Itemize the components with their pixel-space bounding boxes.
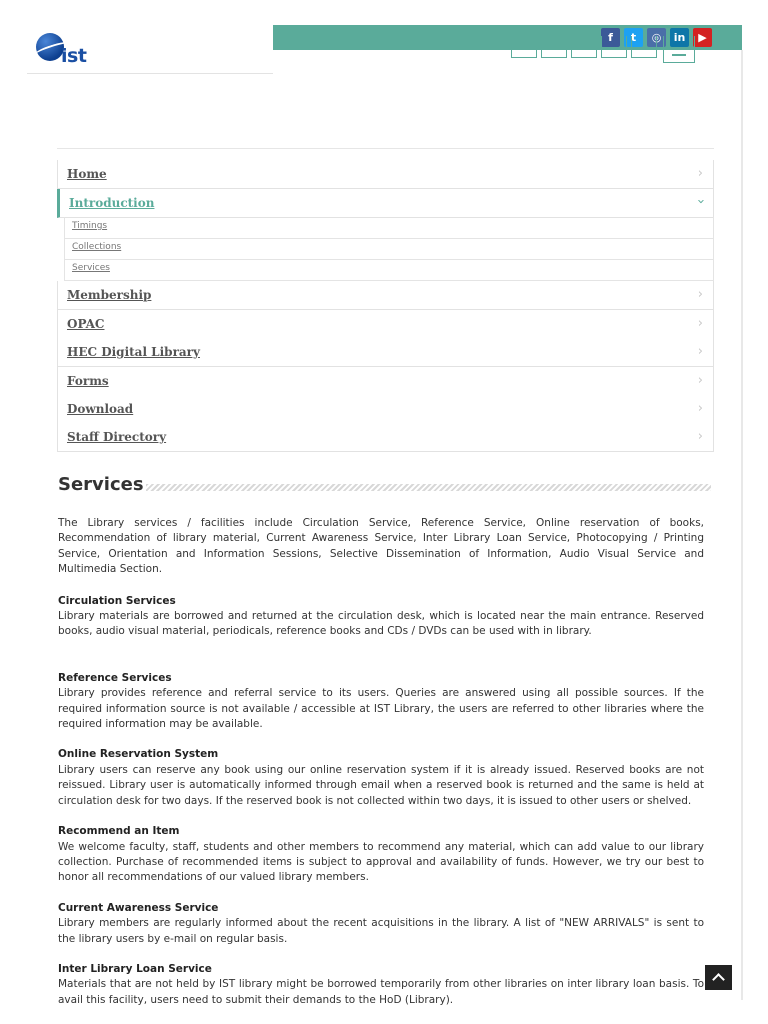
chevron-right-icon: › bbox=[697, 316, 703, 331]
chevron-right-icon: › bbox=[697, 166, 703, 181]
nav-subitem-label: Collections bbox=[72, 242, 122, 252]
section-body: Library materials are borrowed and returned at the circulation desk, which is located near the main entrance. Reserved books, audio visual material, periodicals, reference books and CDs / DVDs can be used with in library. bbox=[58, 610, 704, 638]
nav-item-membership[interactable] bbox=[57, 281, 714, 310]
page-title: Services bbox=[58, 474, 144, 495]
nav-item-label: Forms bbox=[67, 374, 109, 388]
nav-item-home[interactable] bbox=[57, 160, 714, 189]
section-heading: Reference Services bbox=[58, 671, 172, 684]
nav-item-hec-digital-library[interactable] bbox=[57, 338, 714, 367]
section-reference bbox=[58, 671, 704, 733]
scroll-to-top-button[interactable] bbox=[705, 965, 732, 990]
section-current-awareness bbox=[58, 901, 704, 947]
section-heading: Recommend an Item bbox=[58, 825, 180, 838]
nav-item-opac[interactable] bbox=[57, 310, 714, 339]
section-inter-library-loan bbox=[58, 962, 704, 1008]
nav-subitem-services[interactable] bbox=[64, 259, 714, 281]
chevron-down-icon: › bbox=[692, 198, 708, 205]
nav-subitem-collections[interactable] bbox=[64, 238, 714, 260]
logo-text: ist bbox=[61, 45, 87, 67]
hamburger-menu-button[interactable] bbox=[663, 36, 695, 63]
chevron-right-icon: › bbox=[697, 344, 703, 359]
section-heading: Inter Library Loan Service bbox=[58, 962, 212, 975]
youtube-icon[interactable]: ▶ bbox=[693, 28, 712, 47]
nav-item-label: Membership bbox=[67, 288, 152, 302]
header-action-button[interactable] bbox=[571, 36, 597, 58]
nav-item-introduction[interactable] bbox=[57, 189, 714, 218]
nav-item-label: Introduction bbox=[69, 196, 155, 210]
header-action-button[interactable] bbox=[601, 36, 627, 58]
nav-item-label: Staff Directory bbox=[67, 430, 167, 444]
services-content bbox=[58, 516, 704, 1023]
chevron-right-icon: › bbox=[697, 429, 703, 444]
section-heading: Circulation Services bbox=[58, 594, 176, 607]
header-action-button[interactable] bbox=[541, 36, 567, 58]
nav-item-label: Download bbox=[67, 402, 134, 416]
chevron-right-icon: › bbox=[697, 401, 703, 416]
section-body: Library members are regularly informed about the recent acquisitions in the library. A list of "NEW ARRIVALS" is sent to the library users by e-mail on regular basis. bbox=[58, 917, 704, 945]
section-body: Materials that are not held by IST library might be borrowed temporarily from other libraries on inter library loan basis. To avail this facility, users need to submit their demands to the HoD (Library). bbox=[58, 978, 704, 1006]
nav-item-staff-directory[interactable] bbox=[57, 423, 714, 452]
section-body: Library provides reference and referral service to its users. Queries are answered using all possible sources. If the required information source is not available / accessible at IST Library, the users are referred to other libraries where the required information may be available. bbox=[58, 687, 704, 731]
nav-item-label: Home bbox=[67, 167, 107, 181]
section-heading: Current Awareness Service bbox=[58, 901, 219, 914]
nav-item-label: OPAC bbox=[67, 317, 105, 331]
intro-paragraph: The Library services / facilities include Circulation Service, Reference Service, Online reservation of books, Recommendation of library material, Current Awareness Service, Inter Library Loan Service, Photocopying / Printing Service, Orientation and Information Sessions, Selective Dissemination of Information, Audio Visual Service and Multimedia Section. bbox=[58, 517, 704, 576]
header-logo-area bbox=[27, 25, 273, 74]
nav-item-forms[interactable] bbox=[57, 367, 714, 396]
heading-divider bbox=[146, 484, 711, 491]
section-body: Library users can reserve any book using our online reservation system if it is already issued. Reserved books are not reissued. Library user is automatically informed through email when a reserved book is returned and the same is held at circulation desk for two days. If the reserved book is not collected within two days, it is issued to other users or shelved. bbox=[58, 763, 704, 807]
nav-item-label: HEC Digital Library bbox=[67, 345, 200, 359]
chevron-up-icon bbox=[712, 973, 725, 986]
right-divider bbox=[741, 50, 743, 1000]
twitter-icon[interactable]: t bbox=[624, 28, 643, 47]
chevron-right-icon: › bbox=[697, 287, 703, 302]
nav-item-download[interactable] bbox=[57, 395, 714, 424]
nav-subitem-label: Timings bbox=[72, 221, 108, 231]
section-heading: Online Reservation System bbox=[58, 748, 219, 761]
section-online-reservation bbox=[58, 747, 704, 809]
section-body: We welcome faculty, staff, students and other members to recommend any material, which can add value to our library collection. Purchase of recommended items is subject to approval and availability of funds. However, we try our best to honor all recommendations of our valued library members. bbox=[58, 840, 704, 884]
header-action-button[interactable] bbox=[511, 36, 537, 58]
sidebar-nav bbox=[57, 148, 714, 461]
chevron-right-icon: › bbox=[697, 373, 703, 388]
header-action-buttons bbox=[511, 36, 657, 58]
menu-icon bbox=[672, 54, 686, 56]
ist-logo[interactable] bbox=[36, 33, 96, 67]
nav-subitem-label: Services bbox=[72, 263, 110, 273]
linkedin-icon[interactable]: in bbox=[670, 28, 689, 47]
section-circulation bbox=[58, 594, 704, 640]
section-recommend bbox=[58, 824, 704, 886]
instagram-icon[interactable]: ◎ bbox=[647, 28, 666, 47]
nav-subitem-timings[interactable] bbox=[64, 217, 714, 239]
facebook-icon[interactable]: f bbox=[601, 28, 620, 47]
header-action-button[interactable] bbox=[631, 36, 657, 58]
